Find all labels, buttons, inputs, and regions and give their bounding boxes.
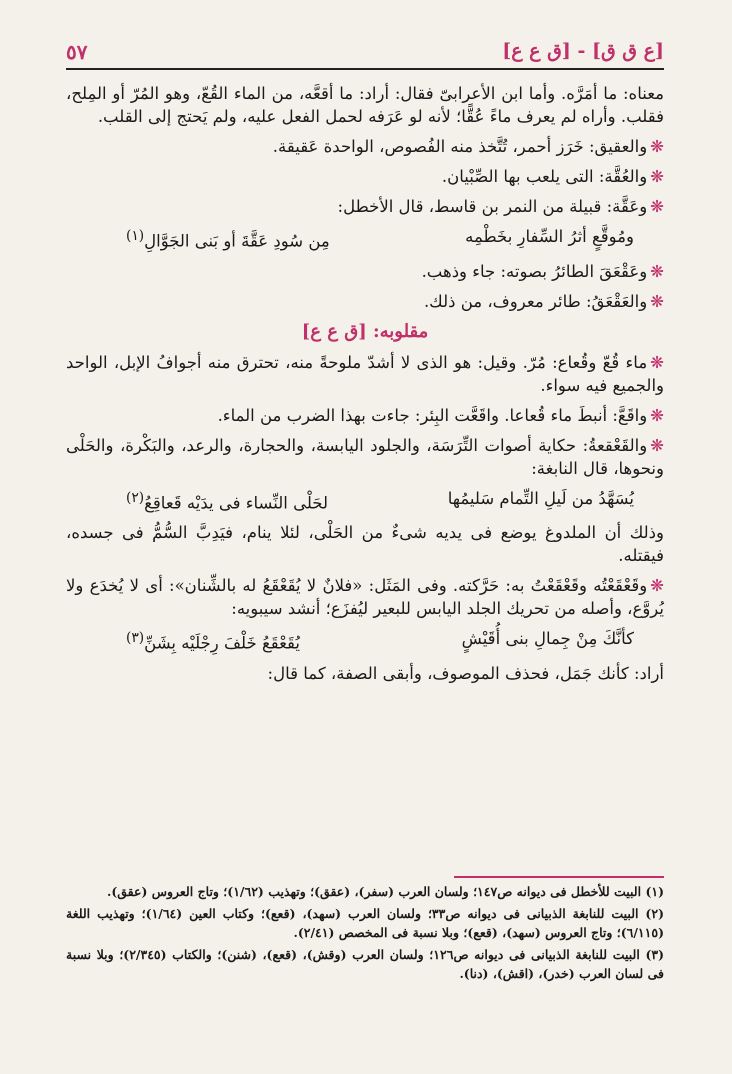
entry-text: وعَقَّة: قبيلة من النمر بن قاسط، قال الأخطل: bbox=[337, 197, 648, 216]
footnote: (١) البيت للأخطل فى ديوانه ص١٤٧؛ ولسان العرب (سفر)، (عقق)؛ وتهذيب (١/٦٢)؛ وتاج العروس (عقق). bbox=[106, 884, 664, 899]
star-icon: ❋ bbox=[650, 261, 664, 281]
entry-text: والعقيق: خَرَز أحمر، تُتَّخذ منه الفُصوص، الواحدة عَقيقة. bbox=[272, 137, 648, 156]
verse-second-text: يُقَعْقَعُ خَلْفَ رِجْلَيْه بِشَنِّ bbox=[144, 633, 300, 653]
entry bbox=[66, 260, 664, 283]
entry-text: والقَعْقعةُ: حكاية أصوات التِّرَسَة، والجلود اليابسة، والحجارة، والرعد، والبَكْرة، والحَلْى ونحوها، قال النابغة: bbox=[66, 435, 664, 478]
verse-second-text: لحَلْى النِّساء فى يدَيْه قَعاقِعُ bbox=[144, 493, 328, 512]
footnotes bbox=[66, 882, 664, 986]
running-title: [ع ق ق] - [ق ع ع] bbox=[502, 40, 664, 62]
entry-text: وعَقْعَقَ الطائرُ بصوته: جاء وذهب. bbox=[421, 261, 648, 281]
entry bbox=[66, 135, 664, 158]
page-header bbox=[66, 38, 664, 70]
star-icon: ❋ bbox=[650, 197, 664, 216]
entry-text: والعُقَّة: التى يلعب بها الصِّبْيان. bbox=[441, 167, 648, 186]
footnote-separator bbox=[454, 876, 664, 878]
footnote-ref: (١) bbox=[126, 228, 145, 244]
entry bbox=[66, 404, 664, 427]
footnote: (٣) البيت للنابغة الذبيانى فى ديوانه ص١٢٦؛ ولسان العرب (وقش)، (قعع)، (شنن)؛ والكتاب (٢/٣٤٥)؛ وبلا نسبة فى لسان العرب (خدر)، (اقش)، (دنا). bbox=[66, 947, 665, 981]
paragraph: معناه: ما أمَرَّه. وأما ابن الأعرابىّ فقال: أراد: ما أقعَّه، من الماء القُعّ، وهو المُرّ أو المِلح، فقلب. وأراه لم يعرف ماءً عُقًّا؛ لأنه لو عَرَفه لحمل الفعل عليه، ولم يَحتج إلى القلب. bbox=[66, 84, 664, 126]
star-icon: ❋ bbox=[650, 405, 664, 425]
main-text bbox=[66, 82, 664, 692]
footnote-ref: (٣) bbox=[126, 630, 145, 646]
footnote: (٢) البيت للنابغة الذبيانى فى ديوانه ص٣٣؛ ولسان العرب (سهد)، (قعع)؛ وكتاب العين (١/٦٤)؛ وتهذيب اللغة (٦/١١٥)؛ وتاج العروس (سهد)، (قعع)؛ وبلا نسبة فى المخصص (٢/٤١). bbox=[66, 906, 664, 940]
paragraph: وذلك أن الملدوغ يوضع فى يديه شىءٌ من الحَلْى، لئلا ينام، فيَدِبَّ السُّمُّ فى جسده، فيقتله. bbox=[66, 523, 664, 565]
verse-second-hemistich bbox=[126, 225, 330, 253]
verse-second-hemistich bbox=[126, 487, 328, 515]
verse-second-hemistich bbox=[126, 627, 300, 655]
star-icon: ❋ bbox=[650, 167, 664, 186]
verse bbox=[66, 225, 664, 253]
verse-second-text: مِن سُودِ عَقَّةَ أو بَنى الجَوَّالِ bbox=[144, 231, 330, 251]
verse bbox=[66, 627, 664, 655]
section-subheading: مقلوبه: [ق ع ع] bbox=[301, 320, 429, 342]
entry bbox=[66, 434, 664, 480]
verse-first-hemistich: يُسَهَّدُ من لَيلِ التِّمام سَليمُها bbox=[447, 488, 634, 508]
verse-first-hemistich: ومُوقَّعٍ أثرُ السِّفارِ بخَطْمِه bbox=[465, 227, 634, 246]
star-icon: ❋ bbox=[650, 352, 664, 372]
page-number: ٥٧ bbox=[66, 40, 88, 64]
entry bbox=[66, 165, 664, 188]
entry-text: واقَعَّ: أنبطَ ماء قُعاعا. واقَعَّت البِئر: جاءت بهذا الضرب من الماء. bbox=[217, 405, 648, 425]
entry-text: ماء قُعّ وقُعاع: مُرّ. وقيل: هو الذى لا أشدّ ملوحةً منه، تحترق منه أجوافُ الإبل، الواحد والجميع فيه سواء. bbox=[66, 352, 664, 395]
star-icon: ❋ bbox=[650, 291, 664, 311]
paragraph: أراد: كأنك جَمَل، فحذف الموصوف، وأبقى الصفة، كما قال: bbox=[267, 663, 664, 683]
verse-first-hemistich: كأنَّكَ مِنْ جِمالِ بنى أُقَيْشٍ bbox=[461, 629, 634, 648]
entry-text: وقَعْقَعْتُه وقَعْقَعْتُ به: حَرَّكته. وفى المَثَل: «فلانٌ لا يُقَعْقَعُ له بالشِّنان»: أى لا يُخدَع ولا يُروَّع، وأصله من تحريك الجلد اليابس للبعير ليُفزَع؛ أنشد سيبويه: bbox=[66, 576, 664, 618]
star-icon: ❋ bbox=[650, 137, 664, 156]
star-icon: ❋ bbox=[650, 576, 664, 595]
entry bbox=[66, 351, 664, 397]
verse bbox=[66, 487, 664, 515]
entry bbox=[66, 574, 664, 620]
entry bbox=[66, 290, 664, 313]
footnote-ref: (٢) bbox=[126, 489, 145, 506]
entry bbox=[66, 195, 664, 218]
star-icon: ❋ bbox=[650, 435, 664, 455]
entry-text: والعَقْعَقُ: طائر معروف، من ذلك. bbox=[423, 291, 648, 311]
